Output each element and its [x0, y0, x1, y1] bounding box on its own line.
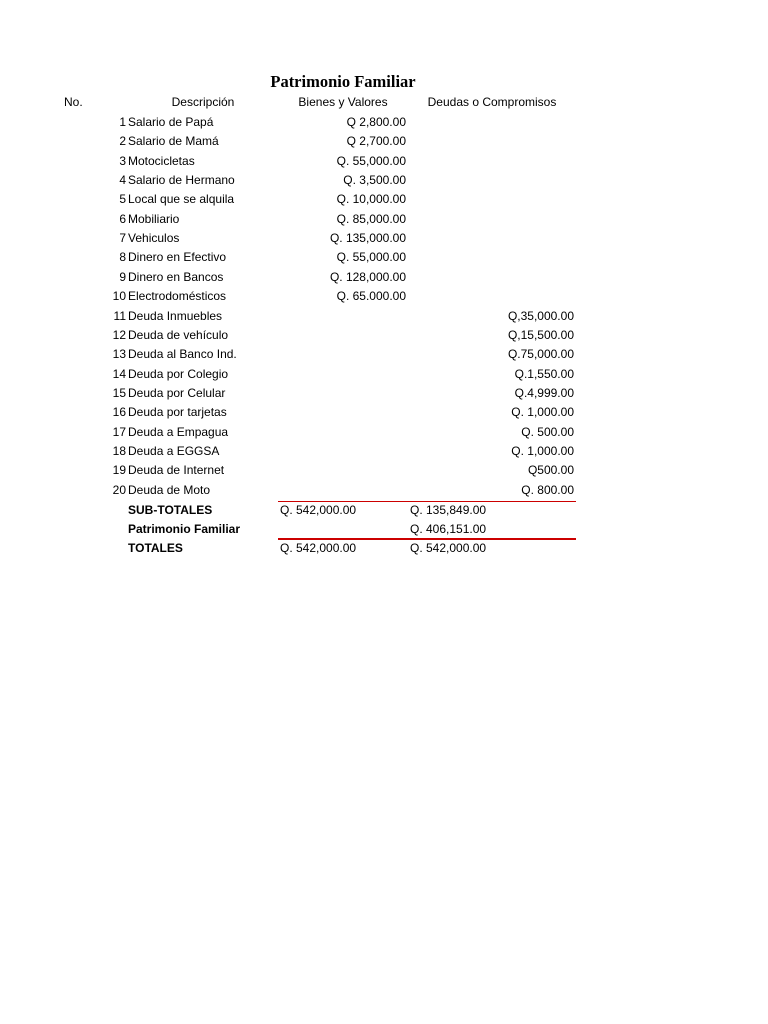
row-number: 14 — [112, 366, 126, 381]
row-deudas: Q. 800.00 — [521, 482, 574, 497]
table-row — [0, 210, 768, 229]
row-number: 9 — [119, 269, 126, 284]
header-bienes: Bienes y Valores — [298, 95, 388, 109]
row-descripcion: Mobiliario — [128, 211, 180, 226]
row-number: 6 — [119, 211, 126, 226]
totales-row — [0, 539, 768, 558]
row-number: 1 — [119, 115, 126, 129]
row-bienes: Q 2,800.00 — [346, 115, 406, 129]
row-descripcion: Motocicletas — [128, 153, 195, 168]
row-descripcion: Electrodomésticos — [128, 289, 227, 304]
table-row — [0, 384, 768, 403]
table-row — [0, 152, 768, 171]
row-number: 16 — [112, 405, 126, 420]
row-deudas: Q. 500.00 — [521, 424, 574, 439]
row-deudas: Q500.00 — [527, 463, 574, 478]
row-number: 17 — [112, 424, 126, 439]
row-number: 19 — [112, 463, 126, 478]
row-descripcion: Deuda a EGGSA — [128, 443, 220, 458]
row-number: 18 — [112, 443, 126, 458]
row-number: 4 — [119, 173, 126, 188]
row-deudas: Q,15,500.00 — [507, 327, 574, 342]
row-number: 20 — [112, 482, 126, 497]
row-number: 2 — [119, 134, 126, 149]
row-descripcion: Vehiculos — [128, 231, 180, 246]
patrimonio-row — [0, 520, 768, 539]
row-descripcion: Deuda de Moto — [128, 482, 211, 497]
row-bienes: Q. 10,000.00 — [336, 192, 406, 207]
table-row — [0, 307, 768, 326]
row-bienes: Q. 85,000.00 — [336, 211, 406, 226]
row-bienes: Q. 3,500.00 — [343, 173, 406, 188]
table-row — [0, 132, 768, 151]
table-row — [0, 403, 768, 422]
sheet-title: Patrimonio Familiar — [270, 72, 416, 91]
table-row — [0, 365, 768, 384]
subtotales-row — [0, 501, 768, 520]
row-number: 5 — [119, 192, 126, 207]
row-deudas: Q,35,000.00 — [507, 308, 574, 323]
row-number: 12 — [112, 327, 126, 342]
totales-bienes: Q. 542,000.00 — [280, 541, 357, 555]
row-bienes: Q. 55,000.00 — [336, 153, 406, 168]
row-deudas: Q. 1,000.00 — [511, 443, 574, 458]
row-descripcion: Deuda por tarjetas — [128, 405, 227, 420]
row-descripcion: Local que se alquila — [128, 192, 235, 207]
table-row — [0, 442, 768, 461]
row-descripcion: Dinero en Bancos — [128, 269, 224, 284]
row-descripcion: Deuda Inmuebles — [128, 308, 223, 323]
totales-deudas: Q. 542,000.00 — [410, 541, 487, 555]
table-row — [0, 461, 768, 480]
row-descripcion: Deuda al Banco Ind. — [128, 347, 237, 362]
table-row — [0, 268, 768, 287]
table-row — [0, 171, 768, 190]
patrimonio-label: Patrimonio Familiar — [128, 522, 241, 536]
row-number: 13 — [112, 347, 126, 362]
row-descripcion: Dinero en Efectivo — [128, 250, 227, 265]
subtotales-deudas: Q. 135,849.00 — [410, 503, 487, 517]
table-row — [0, 287, 768, 306]
row-descripcion: Deuda por Colegio — [128, 366, 229, 381]
row-deudas: Q. 1,000.00 — [511, 405, 574, 420]
row-bienes: Q. 128,000.00 — [329, 269, 406, 284]
patrimonio-deudas: Q. 406,151.00 — [410, 522, 487, 536]
table-row — [0, 481, 768, 500]
row-deudas: Q.75,000.00 — [507, 347, 574, 362]
row-descripcion: Salario de Papá — [128, 115, 214, 129]
table-row — [0, 229, 768, 248]
row-bienes: Q 2,700.00 — [346, 134, 406, 149]
table-row — [0, 345, 768, 364]
row-number: 7 — [119, 231, 126, 246]
row-descripcion: Deuda por Celular — [128, 385, 226, 400]
table-row — [0, 190, 768, 209]
table-row — [0, 423, 768, 442]
table-row — [0, 248, 768, 267]
totales-label: TOTALES — [128, 541, 183, 555]
subtotales-label: SUB-TOTALES — [128, 503, 213, 517]
row-descripcion: Deuda a Empagua — [128, 424, 229, 439]
row-descripcion: Deuda de Internet — [128, 463, 225, 478]
row-number: 15 — [112, 385, 126, 400]
row-bienes: Q. 135,000.00 — [329, 231, 406, 246]
header-descripcion: Descripción — [171, 95, 235, 109]
row-number: 11 — [113, 308, 126, 323]
table-row — [0, 326, 768, 345]
row-descripcion: Deuda de vehículo — [128, 327, 229, 342]
row-number: 10 — [112, 289, 126, 304]
row-deudas: Q.4,999.00 — [514, 385, 574, 400]
table-row — [0, 113, 768, 132]
row-descripcion: Salario de Hermano — [128, 173, 235, 188]
header-deudas: Deudas o Compromisos — [427, 95, 557, 109]
row-number: 3 — [119, 153, 126, 168]
row-bienes: Q. 65.000.00 — [336, 289, 406, 304]
row-number: 8 — [119, 250, 126, 265]
row-descripcion: Salario de Mamá — [128, 134, 219, 149]
row-deudas: Q.1,550.00 — [514, 366, 574, 381]
header-no: No. — [64, 95, 83, 109]
subtotales-bienes: Q. 542,000.00 — [280, 503, 357, 517]
row-bienes: Q. 55,000.00 — [336, 250, 406, 265]
